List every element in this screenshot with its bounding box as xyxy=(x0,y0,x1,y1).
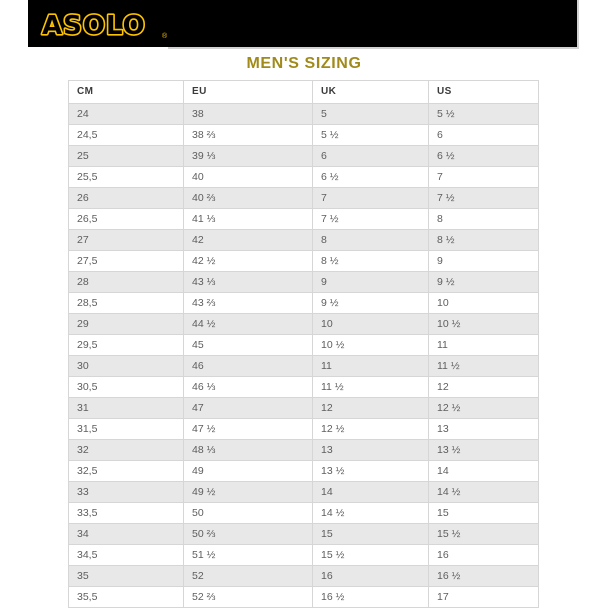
cell-cm: 24 xyxy=(69,104,184,125)
asolo-logo-icon xyxy=(40,4,180,44)
table-row xyxy=(69,461,539,482)
cell-uk: 10 xyxy=(313,314,429,335)
cell-uk: 12 ½ xyxy=(313,419,429,440)
table-row xyxy=(69,587,539,608)
table-row xyxy=(69,419,539,440)
cell-uk: 15 xyxy=(313,524,429,545)
table-row xyxy=(69,230,539,251)
brand-logo[interactable] xyxy=(40,4,180,44)
cell-us: 11 xyxy=(429,335,539,356)
cell-cm: 25 xyxy=(69,146,184,167)
table-row xyxy=(69,146,539,167)
cell-uk: 7 ½ xyxy=(313,209,429,230)
cell-us: 14 ½ xyxy=(429,482,539,503)
cell-eu: 52 xyxy=(184,566,313,587)
cell-cm: 32,5 xyxy=(69,461,184,482)
cell-us: 13 xyxy=(429,419,539,440)
cell-us: 13 ½ xyxy=(429,440,539,461)
cell-cm: 25,5 xyxy=(69,167,184,188)
cell-us: 12 ½ xyxy=(429,398,539,419)
cell-eu: 43 ⅓ xyxy=(184,272,313,293)
cell-uk: 5 ½ xyxy=(313,125,429,146)
cell-us: 10 ½ xyxy=(429,314,539,335)
cell-uk: 5 xyxy=(313,104,429,125)
cell-cm: 33 xyxy=(69,482,184,503)
cell-us: 12 xyxy=(429,377,539,398)
cell-cm: 28,5 xyxy=(69,293,184,314)
cell-us: 7 xyxy=(429,167,539,188)
cell-eu: 51 ½ xyxy=(184,545,313,566)
cell-uk: 9 ½ xyxy=(313,293,429,314)
cell-us: 6 ½ xyxy=(429,146,539,167)
table-row xyxy=(69,524,539,545)
cell-cm: 28 xyxy=(69,272,184,293)
cell-us: 16 ½ xyxy=(429,566,539,587)
cell-us: 11 ½ xyxy=(429,356,539,377)
cell-cm: 30 xyxy=(69,356,184,377)
cell-uk: 6 ½ xyxy=(313,167,429,188)
table-row xyxy=(69,272,539,293)
cell-us: 10 xyxy=(429,293,539,314)
table-row xyxy=(69,167,539,188)
cell-cm: 32 xyxy=(69,440,184,461)
table-row xyxy=(69,335,539,356)
cell-us: 5 ½ xyxy=(429,104,539,125)
cell-eu: 48 ⅓ xyxy=(184,440,313,461)
registered-trademark: ® xyxy=(162,33,168,40)
cell-cm: 27,5 xyxy=(69,251,184,272)
cell-cm: 30,5 xyxy=(69,377,184,398)
cell-cm: 27 xyxy=(69,230,184,251)
cell-eu: 49 ½ xyxy=(184,482,313,503)
cell-us: 8 xyxy=(429,209,539,230)
cell-eu: 40 xyxy=(184,167,313,188)
cell-uk: 16 ½ xyxy=(313,587,429,608)
cell-eu: 52 ⅔ xyxy=(184,587,313,608)
cell-uk: 8 ½ xyxy=(313,251,429,272)
column-header-cm: CM xyxy=(69,81,184,104)
brand-logo-text: ASOLO xyxy=(42,11,146,41)
table-row xyxy=(69,293,539,314)
column-header-uk: UK xyxy=(313,81,429,104)
cell-us: 6 xyxy=(429,125,539,146)
table-row xyxy=(69,125,539,146)
column-header-eu: EU xyxy=(184,81,313,104)
cell-cm: 35,5 xyxy=(69,587,184,608)
cell-eu: 40 ⅔ xyxy=(184,188,313,209)
cell-eu: 50 xyxy=(184,503,313,524)
cell-uk: 11 ½ xyxy=(313,377,429,398)
cell-cm: 31,5 xyxy=(69,419,184,440)
table-row xyxy=(69,566,539,587)
table-row xyxy=(69,398,539,419)
cell-eu: 45 xyxy=(184,335,313,356)
cell-eu: 47 xyxy=(184,398,313,419)
cell-eu: 41 ⅓ xyxy=(184,209,313,230)
cell-uk: 14 ½ xyxy=(313,503,429,524)
cell-us: 14 xyxy=(429,461,539,482)
page-title: MEN'S SIZING xyxy=(246,55,362,72)
table-row xyxy=(69,545,539,566)
cell-eu: 42 xyxy=(184,230,313,251)
cell-eu: 46 ⅓ xyxy=(184,377,313,398)
cell-cm: 31 xyxy=(69,398,184,419)
table-row xyxy=(69,482,539,503)
cell-us: 15 ½ xyxy=(429,524,539,545)
cell-eu: 44 ½ xyxy=(184,314,313,335)
cell-uk: 11 xyxy=(313,356,429,377)
table-row xyxy=(69,503,539,524)
cell-uk: 7 xyxy=(313,188,429,209)
table-row xyxy=(69,251,539,272)
cell-cm: 34,5 xyxy=(69,545,184,566)
table-row xyxy=(69,377,539,398)
cell-cm: 33,5 xyxy=(69,503,184,524)
cell-cm: 35 xyxy=(69,566,184,587)
cell-eu: 50 ⅔ xyxy=(184,524,313,545)
cell-uk: 8 xyxy=(313,230,429,251)
cell-us: 17 xyxy=(429,587,539,608)
cell-us: 9 ½ xyxy=(429,272,539,293)
header-bar xyxy=(28,0,579,47)
table-header xyxy=(69,81,539,104)
table-row xyxy=(69,314,539,335)
cell-eu: 47 ½ xyxy=(184,419,313,440)
cell-uk: 9 xyxy=(313,272,429,293)
cell-us: 7 ½ xyxy=(429,188,539,209)
cell-us: 16 xyxy=(429,545,539,566)
table-row xyxy=(69,104,539,125)
cell-uk: 15 ½ xyxy=(313,545,429,566)
cell-uk: 13 xyxy=(313,440,429,461)
cell-eu: 43 ⅔ xyxy=(184,293,313,314)
cell-eu: 49 xyxy=(184,461,313,482)
cell-uk: 14 xyxy=(313,482,429,503)
cell-cm: 24,5 xyxy=(69,125,184,146)
cell-eu: 46 xyxy=(184,356,313,377)
cell-uk: 6 xyxy=(313,146,429,167)
cell-us: 15 xyxy=(429,503,539,524)
cell-eu: 42 ½ xyxy=(184,251,313,272)
cell-uk: 16 xyxy=(313,566,429,587)
cell-eu: 38 ⅔ xyxy=(184,125,313,146)
cell-uk: 12 xyxy=(313,398,429,419)
cell-cm: 29 xyxy=(69,314,184,335)
cell-us: 8 ½ xyxy=(429,230,539,251)
column-header-us: US xyxy=(429,81,539,104)
cell-cm: 34 xyxy=(69,524,184,545)
header-row xyxy=(69,81,539,104)
cell-cm: 26 xyxy=(69,188,184,209)
table-row xyxy=(69,188,539,209)
cell-cm: 26,5 xyxy=(69,209,184,230)
cell-eu: 38 xyxy=(184,104,313,125)
cell-cm: 29,5 xyxy=(69,335,184,356)
table-row xyxy=(69,209,539,230)
cell-eu: 39 ⅓ xyxy=(184,146,313,167)
table-row xyxy=(69,440,539,461)
table-row xyxy=(69,356,539,377)
cell-uk: 13 ½ xyxy=(313,461,429,482)
sizing-table xyxy=(68,80,539,608)
cell-uk: 10 ½ xyxy=(313,335,429,356)
cell-us: 9 xyxy=(429,251,539,272)
